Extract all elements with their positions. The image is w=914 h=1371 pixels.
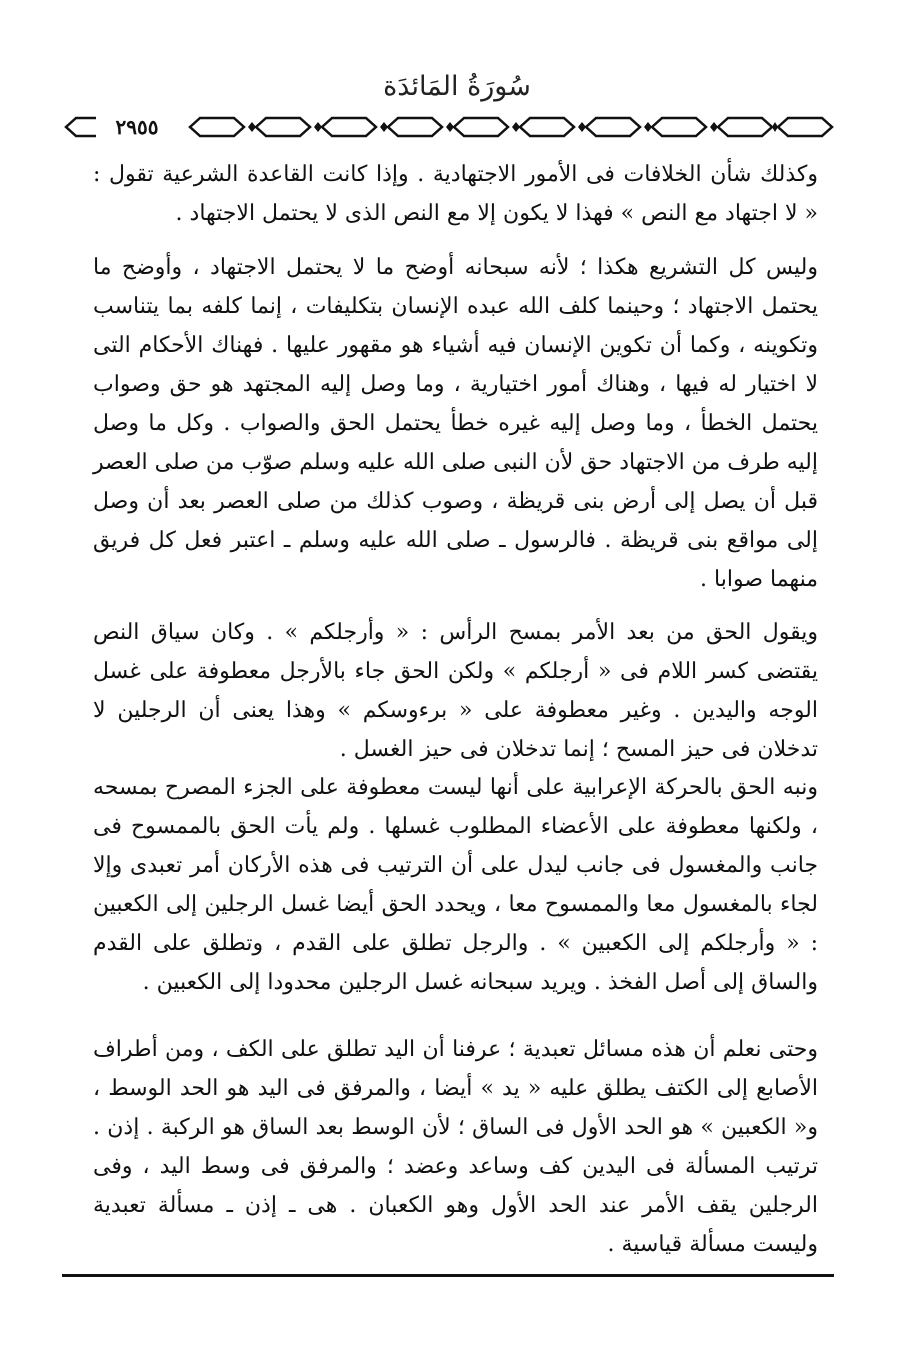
surah-title: سُورَةُ المَائدَة xyxy=(383,71,531,102)
paragraph-4-text: ونبه الحق بالحركة الإعرابية على أنها ليست معطوفة على الجزء المصرح بمسحه ، ولكنها معطوفة على الأعضاء المطلوب غسلها . ولم يأت الحق بالممسوح فى جانب والمغسول فى جانب ليدل على أن الترتيب فى هذه الأركان أمر تعبدى وإلا لجاء بالمغسول معا والممسوح معا ، ويحدد الحق أيضا غسل الرجلين إلى الكعبين : « وأرجلكم إلى الكعبين » . والرجل تطلق على القدم ، وتطلق على القدم والساق إلى أصل الفخذ . ويريد سبحانه غسل الرجلين محدودا إلى الكعبين . xyxy=(93,775,818,995)
paragraph-5-text: وحتى نعلم أن هذه مسائل تعبدية ؛ عرفنا أن اليد تطلق على الكف ، ومن أطراف الأصابع إلى الكتف يطلق عليه « يد » أيضا ، والمرفق فى اليد هو الحد الوسط ، و« الكعبين » هو الحد الأول فى الساق ؛ لأن الوسط بعد الساق هو الركبة . إذن . ترتيب المسألة فى اليدين كف وساعد وعضد ؛ والمرفق فى وسط اليد ، وفى الرجلين يقف الأمر عند الحد الأول وهو الكعبان . هى ـ إذن ـ مسألة تعبدية وليست مسألة قياسية . xyxy=(93,1037,818,1257)
paragraph-4 xyxy=(93,768,818,1002)
paragraph-2 xyxy=(93,248,818,599)
paragraph-2-text: وليس كل التشريع هكذا ؛ لأنه سبحانه أوضح ما لا يحتمل الاجتهاد ، وأوضح ما يحتمل الاجتهاد ؛ وحينما كلف الله عبده الإنسان بتكليفات ، إنما كلفه بما يتناسب وتكوينه ، وكما أن تكوين الإنسان فيه أشياء هو مقهور عليها . فهناك الأحكام التى لا اختيار له فيها ، وهناك أمور اختيارية ، وما وصل إليه المجتهد هو حق وصواب يحتمل الخطأ ، وما وصل إليه غيره خطأ يحتمل الحق والصواب . وكل ما وصل إليه طرف من الاجتهاد حق لأن النبى صلى الله عليه وسلم صوّب من صلى العصر قبل أن يصل إلى أرض بنى قريظة ، وصوب كذلك من صلى العصر بعد أن وصل إلى مواقع بنى قريظة . فالرسول ـ صلى الله عليه وسلم ـ اعتبر فعل كل فريق منهما صوابا . xyxy=(92,255,818,592)
paragraph-5 xyxy=(93,1030,818,1264)
paragraph-1-text: وكذلك شأن الخلافات فى الأمور الاجتهادية . وإذا كانت القاعدة الشرعية تقول : « لا اجتهاد مع النص » فهذا لا يكون إلا مع النص الذى لا يحتمل الاجتهاد . xyxy=(93,162,818,226)
paragraph-3-text: ويقول الحق من بعد الأمر بمسح الرأس : « وأرجلكم » . وكان سياق النص يقتضى كسر اللام فى « أرجلكم » ولكن الحق جاء بالأرجل معطوفة على غسل الوجه واليدين . وغير معطوفة على « برءوسكم » وهذا يعنى أن الرجلين لا تدخلان فى حيز المسح ؛ إنما تدخلان فى حيز الغسل . xyxy=(93,620,818,762)
paragraph-1 xyxy=(93,155,818,233)
page-number: ٢٩٥٥ xyxy=(96,112,178,142)
paragraph-3 xyxy=(93,613,818,769)
footer-rule xyxy=(62,1274,834,1277)
